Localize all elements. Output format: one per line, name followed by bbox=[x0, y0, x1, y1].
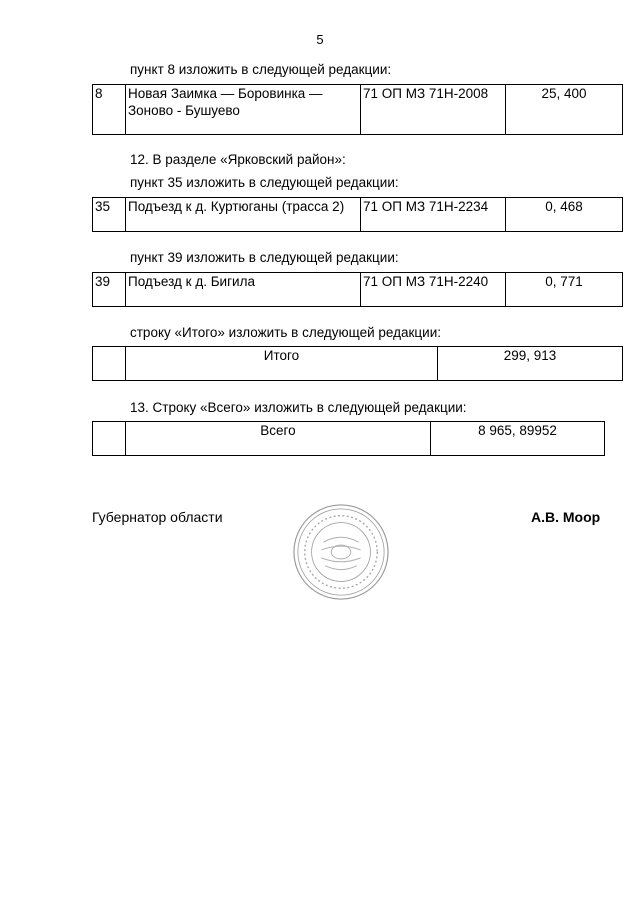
table-total bbox=[92, 346, 623, 381]
cell-number: 8 bbox=[93, 85, 126, 135]
instruction-item-35: пункт 35 изложить в следующей редакции: bbox=[130, 175, 399, 190]
official-seal-stamp bbox=[292, 503, 390, 601]
table-item-39 bbox=[92, 272, 623, 307]
cell-grand-value: 8 965, 89952 bbox=[431, 422, 605, 456]
cell-empty bbox=[93, 347, 126, 381]
cell-road-code: 71 ОП МЗ 71Н-2008 bbox=[361, 85, 506, 135]
cell-length: 0, 771 bbox=[506, 273, 623, 307]
cell-road-name: Новая Заимка — Боровинка — Зоново - Бушуево bbox=[126, 85, 361, 135]
signature-position: Губернатор области bbox=[92, 509, 223, 525]
cell-length: 0, 468 bbox=[506, 198, 623, 232]
instruction-item-39: пункт 39 изложить в следующей редакции: bbox=[130, 250, 399, 265]
cell-total-value: 299, 913 bbox=[438, 347, 623, 381]
table-item-35 bbox=[92, 197, 623, 232]
section-12-heading: 12. В разделе «Ярковский район»: bbox=[130, 152, 346, 167]
table-item-8 bbox=[92, 84, 623, 135]
page-number: 5 bbox=[316, 32, 324, 47]
instruction-total: строку «Итого» изложить в следующей редакции: bbox=[130, 325, 442, 340]
cell-road-code: 71 ОП МЗ 71Н-2234 bbox=[361, 198, 506, 232]
table-grand-total bbox=[92, 421, 605, 456]
cell-grand-label: Всего bbox=[126, 422, 431, 456]
instruction-item-8: пункт 8 изложить в следующей редакции: bbox=[130, 62, 392, 77]
cell-number: 35 bbox=[93, 198, 126, 232]
cell-road-name: Подъезд к д. Куртюганы (трасса 2) bbox=[126, 198, 361, 232]
cell-road-name: Подъезд к д. Бигила bbox=[126, 273, 361, 307]
cell-road-code: 71 ОП МЗ 71Н-2240 bbox=[361, 273, 506, 307]
cell-total-label: Итого bbox=[126, 347, 438, 381]
cell-empty bbox=[93, 422, 126, 456]
cell-number: 39 bbox=[93, 273, 126, 307]
cell-length: 25, 400 bbox=[506, 85, 623, 135]
signature-name: А.В. Моор bbox=[531, 509, 601, 525]
section-13-heading: 13. Строку «Всего» изложить в следующей редакции: bbox=[130, 400, 467, 415]
